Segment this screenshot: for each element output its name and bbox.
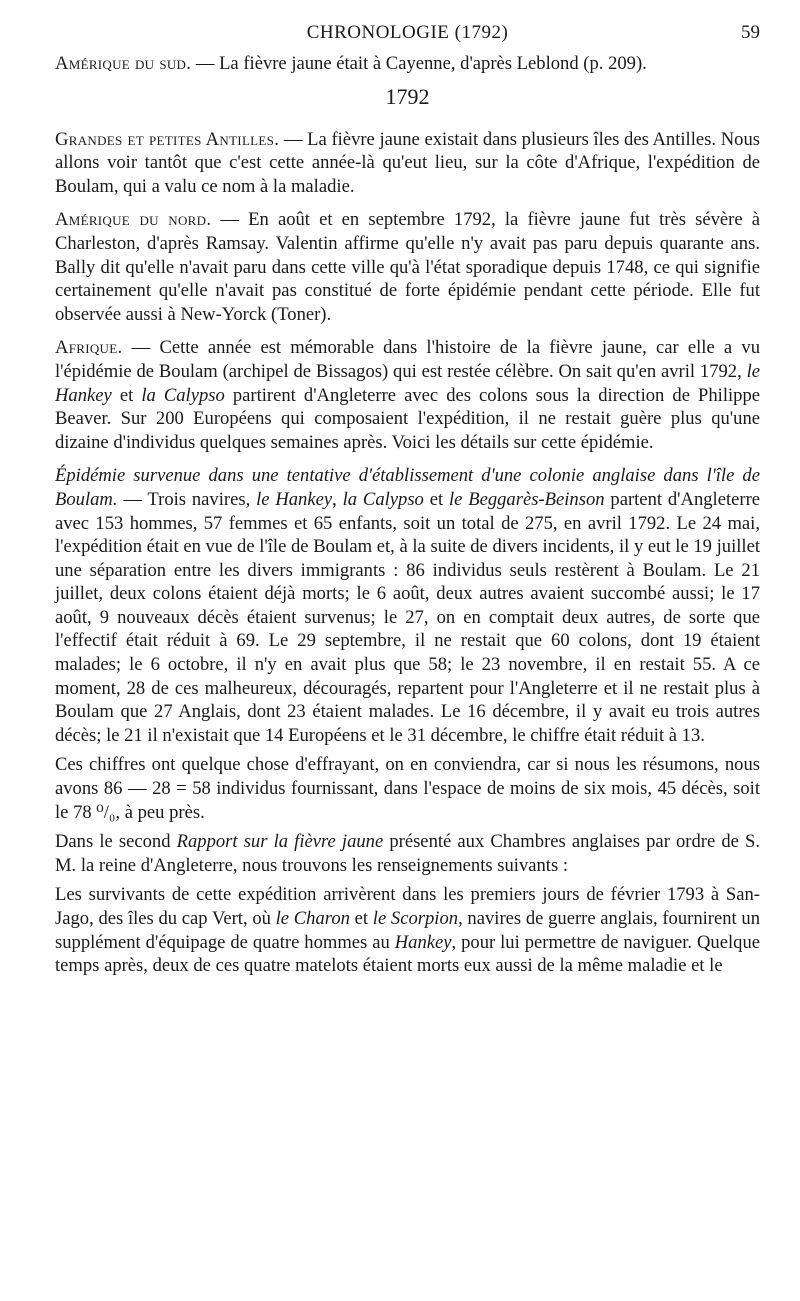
paragraph-text: partirent d'Angleterre avec des colons sous la direction de Philippe Beaver. Sur 200 Européens qui composaient l'expédition, il ne restait guère plus qu'une dizaine d'individus quelques semaines après. Voici les détails sur cette épidémie. bbox=[55, 384, 760, 453]
paragraph-text: , pour lui permettre de naviguer. Quelque temps après, deux de ces quatre matelots étaient morts eux aussi de la même maladie et le bbox=[55, 931, 760, 977]
ship-name: la Calypso bbox=[141, 384, 225, 406]
ship-name: le Charon bbox=[275, 908, 350, 929]
ship-name: le Scorpion bbox=[372, 908, 459, 929]
paragraph-rapport bbox=[55, 830, 760, 877]
paragraph-text: Dans le second bbox=[55, 831, 177, 853]
separator: et bbox=[423, 488, 449, 510]
paragraph-text: et bbox=[111, 384, 142, 406]
running-title: CHRONOLOGIE (1792) bbox=[306, 22, 509, 43]
ship-name: le Hankey bbox=[55, 360, 760, 406]
paragraph-text: , navires de guerre anglais, fournirent un supplément d'équipage de quatre hommes au bbox=[55, 908, 760, 953]
paragraph-resume bbox=[55, 753, 760, 824]
paragraph-amerique-sud bbox=[55, 52, 760, 76]
paragraph-text: — Cette année est mémorable dans l'histoire de la fièvre jaune, car elle a vu l'épidémie de Boulam (archipel de Bissagos) qui est restée célèbre. On sait qu'en avril 1792, bbox=[55, 337, 760, 382]
year-heading: 1792 bbox=[385, 83, 430, 109]
paragraph-text: Ces chiffres ont quelque chose d'effrayant, on en conviendra, car si nous les résumons, nous avons 86 — 28 = 58 individus fournissant, dans l'espace de moins de six mois, 45 décès, soit le 78 ⁰/₀, à peu près. bbox=[55, 754, 760, 823]
page-number: 59 bbox=[741, 22, 760, 43]
section-label: Amérique du nord. bbox=[55, 209, 212, 231]
ship-name: la Calypso bbox=[342, 488, 424, 510]
running-head bbox=[55, 12, 760, 52]
report-title: Rapport sur la fièvre jaune bbox=[176, 831, 384, 853]
section-label: Afrique. bbox=[55, 337, 123, 359]
paragraph-text: — La fièvre jaune existait dans plusieurs îles des Antilles. Nous allons voir tantôt que c'est cette année-là qu'eut lieu, sur la côte d'Afrique, l'expédition de Boulam, qui a valu ce nom à la maladie. bbox=[55, 128, 760, 197]
subsection-heading: Épidémie survenue dans une tentative d'établissement d'une colonie anglaise dans l'île de Boulam. bbox=[55, 465, 760, 510]
paragraph-survivants bbox=[55, 883, 760, 977]
ship-name: le Beggarès-Beinson bbox=[448, 488, 605, 510]
paragraph-text: partent d'Angleterre avec 153 hommes, 57 femmes et 65 enfants, soit un total de 275, en avril 1792. Le 24 mai, l'expédition était en vue de l'île de Boulam et, à la suite de divers incidents, il y eut le 19 juillet une séparation entre les divers immigrants : 86 individus seuls restèrent à Boulam. Le 21 juillet, deux colons étaient déjà morts; le 6 août, deux autres avaient succombé aussi; le 17 août, 9 nouveaux décès étaient survenus; le 27, on en comptait deux autres, de sorte que l'effectif était réduit à 69. Le 29 septembre, il ne restait que 60 colons, dont 19 étaient malades; le 6 octobre, il n'y en avait plus que 58; le 23 novembre, il en restait 55. A ce moment, 28 de ces malheureux, découragés, repartent pour l'Angleterre et il ne restait plus à Boulam que 27 Anglais, dont 23 étaient malades. Le 16 décembre, il y avait eu trois autres décès; le 21 il n'existait que 14 Européens et le 31 décembre, le chiffre était réduit à 13. bbox=[55, 488, 761, 746]
paragraph-text: Les survivants de cette expédition arrivèrent dans les premiers jours de février 1793 à San-Jago, des îles du cap Vert, où bbox=[55, 884, 760, 929]
section-label: Grandes et petites Antilles. bbox=[55, 128, 280, 150]
paragraph-epidemie bbox=[55, 464, 760, 747]
paragraph-amerique-nord bbox=[55, 208, 760, 326]
section-label: Amérique du sud. bbox=[55, 53, 192, 74]
paragraph-text: présenté aux Chambres anglaises par ordre de S. M. la reine d'Angleterre, nous trouvons les renseignements suivants : bbox=[55, 831, 760, 876]
ship-name: le Hankey bbox=[256, 488, 333, 510]
paragraph-text: — En août et en septembre 1792, la fièvre jaune fut très sévère à Charleston, d'après Ramsay. Valentin affirme qu'elle n'y avait pas paru depuis quarante ans. Bally dit qu'elle n'avait paru dans cette ville qu'à l'état sporadique depuis 1748, ce qui signifie certainement qu'elle n'avait pas constitué de forte épidémie pendant cette période. Elle fut observée aussi à New-Yorck (Toner). bbox=[55, 209, 760, 325]
paragraph-afrique bbox=[55, 336, 760, 454]
separator: , bbox=[332, 488, 343, 510]
paragraph-antilles bbox=[55, 128, 760, 199]
paragraph-text: et bbox=[349, 908, 373, 929]
paragraph-text: — Trois navires, bbox=[117, 488, 257, 510]
ship-name: Hankey bbox=[394, 931, 452, 953]
paragraph-text: — La fièvre jaune était à Cayenne, d'après Leblond (p. 209). bbox=[191, 53, 647, 74]
